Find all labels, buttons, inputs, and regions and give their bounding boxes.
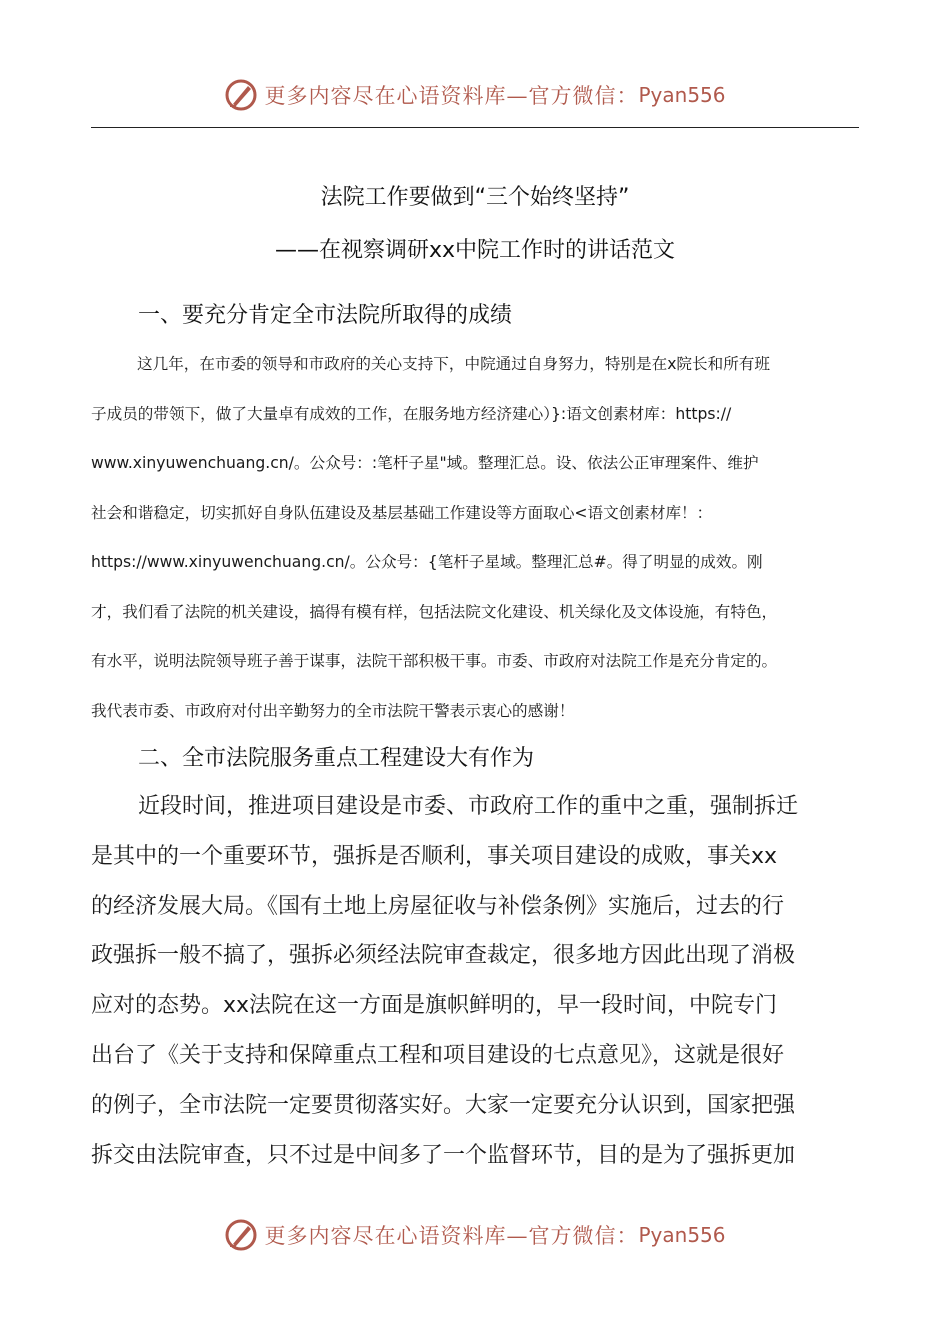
paragraph-line: 才，我们看了法院的机关建设，搞得有模有样，包括法院文化建设、机关绿化及文体设施，有特色， (91, 602, 778, 621)
paragraph-line: 是其中的一个重要环节，强拆是否顺利，事关项目建设的成败，事关xx (91, 843, 778, 869)
document-subtitle: ——在视察调研xx中院工作时的讲话范文 (274, 238, 676, 263)
paragraph-line: https://www.xinyuwenchuang.cn/。公众号：{笔杆子星域。整理汇总#。得了明显的成效。刚 (91, 553, 763, 571)
section-1-heading: 一、要充分肯定全市法院所取得的成绩 (138, 303, 513, 328)
quill-logo-icon (224, 1218, 258, 1252)
paragraph-line: 应对的态势。xx法院在这一方面是旗帜鲜明的，早一段时间，中院专门 (91, 993, 778, 1019)
paragraph-line: 出台了《关于支持和保障重点工程和项目建设的七点意见》，这就是很好 (91, 1042, 785, 1068)
section-1-paragraph (91, 347, 861, 743)
header-watermark-banner (0, 70, 950, 120)
section-2-paragraph (91, 786, 861, 1184)
section-2-heading: 二、全市法院服务重点工程建设大有作为 (138, 746, 535, 771)
paragraph-line: 我代表市委、市政府对付出辛勤努力的全市法院干警表示衷心的感谢！ (91, 701, 575, 720)
banner-text: 更多内容尽在心语资料库—官方微信： (264, 1224, 639, 1248)
document-title: 法院工作要做到“三个始终坚持” (320, 185, 630, 210)
paragraph-line: 这几年，在市委的领导和市政府的关心支持下，中院通过自身努力，特别是在x院长和所有班 (137, 355, 770, 373)
banner-text: 更多内容尽在心语资料库—官方微信： (264, 84, 639, 108)
quill-logo-icon (224, 78, 258, 112)
paragraph-line: 的例子，全市法院一定要贯彻落实好。大家一定要充分认识到，国家把强 (91, 1092, 796, 1118)
paragraph-line: 有水平，说明法院领导班子善于谋事，法院干部积极干事。市委、市政府对法院工作是充分肯定的。 (91, 652, 778, 670)
paragraph-line: 拆交由法院审查，只不过是中间多了一个监督环节，目的是为了强拆更加 (91, 1142, 796, 1168)
banner-wechat-id: Pyan556 (638, 83, 726, 107)
header-divider (91, 127, 859, 128)
paragraph-line: 政强拆一般不搞了，强拆必须经法院审查裁定，很多地方因此出现了消极 (91, 943, 796, 969)
footer-watermark-banner (0, 1210, 950, 1260)
paragraph-line: 的经济发展大局。《国有土地上房屋征收与补偿条例》实施后，过去的行 (91, 893, 785, 919)
paragraph-line: 社会和谐稳定，切实抓好自身队伍建设及基层基础工作建设等方面取心<语文创素材库！： (91, 503, 713, 522)
paragraph-line: 子成员的带领下，做了大量卓有成效的工作，在服务地方经济建心）}:语文创素材库：https:// (91, 404, 732, 423)
paragraph-line: www.xinyuwenchuang.cn/。公众号：:笔杆子星"域。整理汇总。设、依法公正审理案件、维护 (91, 454, 759, 472)
paragraph-line: 近段时间，推进项目建设是市委、市政府工作的重中之重，强制拆迁 (138, 794, 799, 819)
banner-wechat-id: Pyan556 (638, 1223, 726, 1247)
